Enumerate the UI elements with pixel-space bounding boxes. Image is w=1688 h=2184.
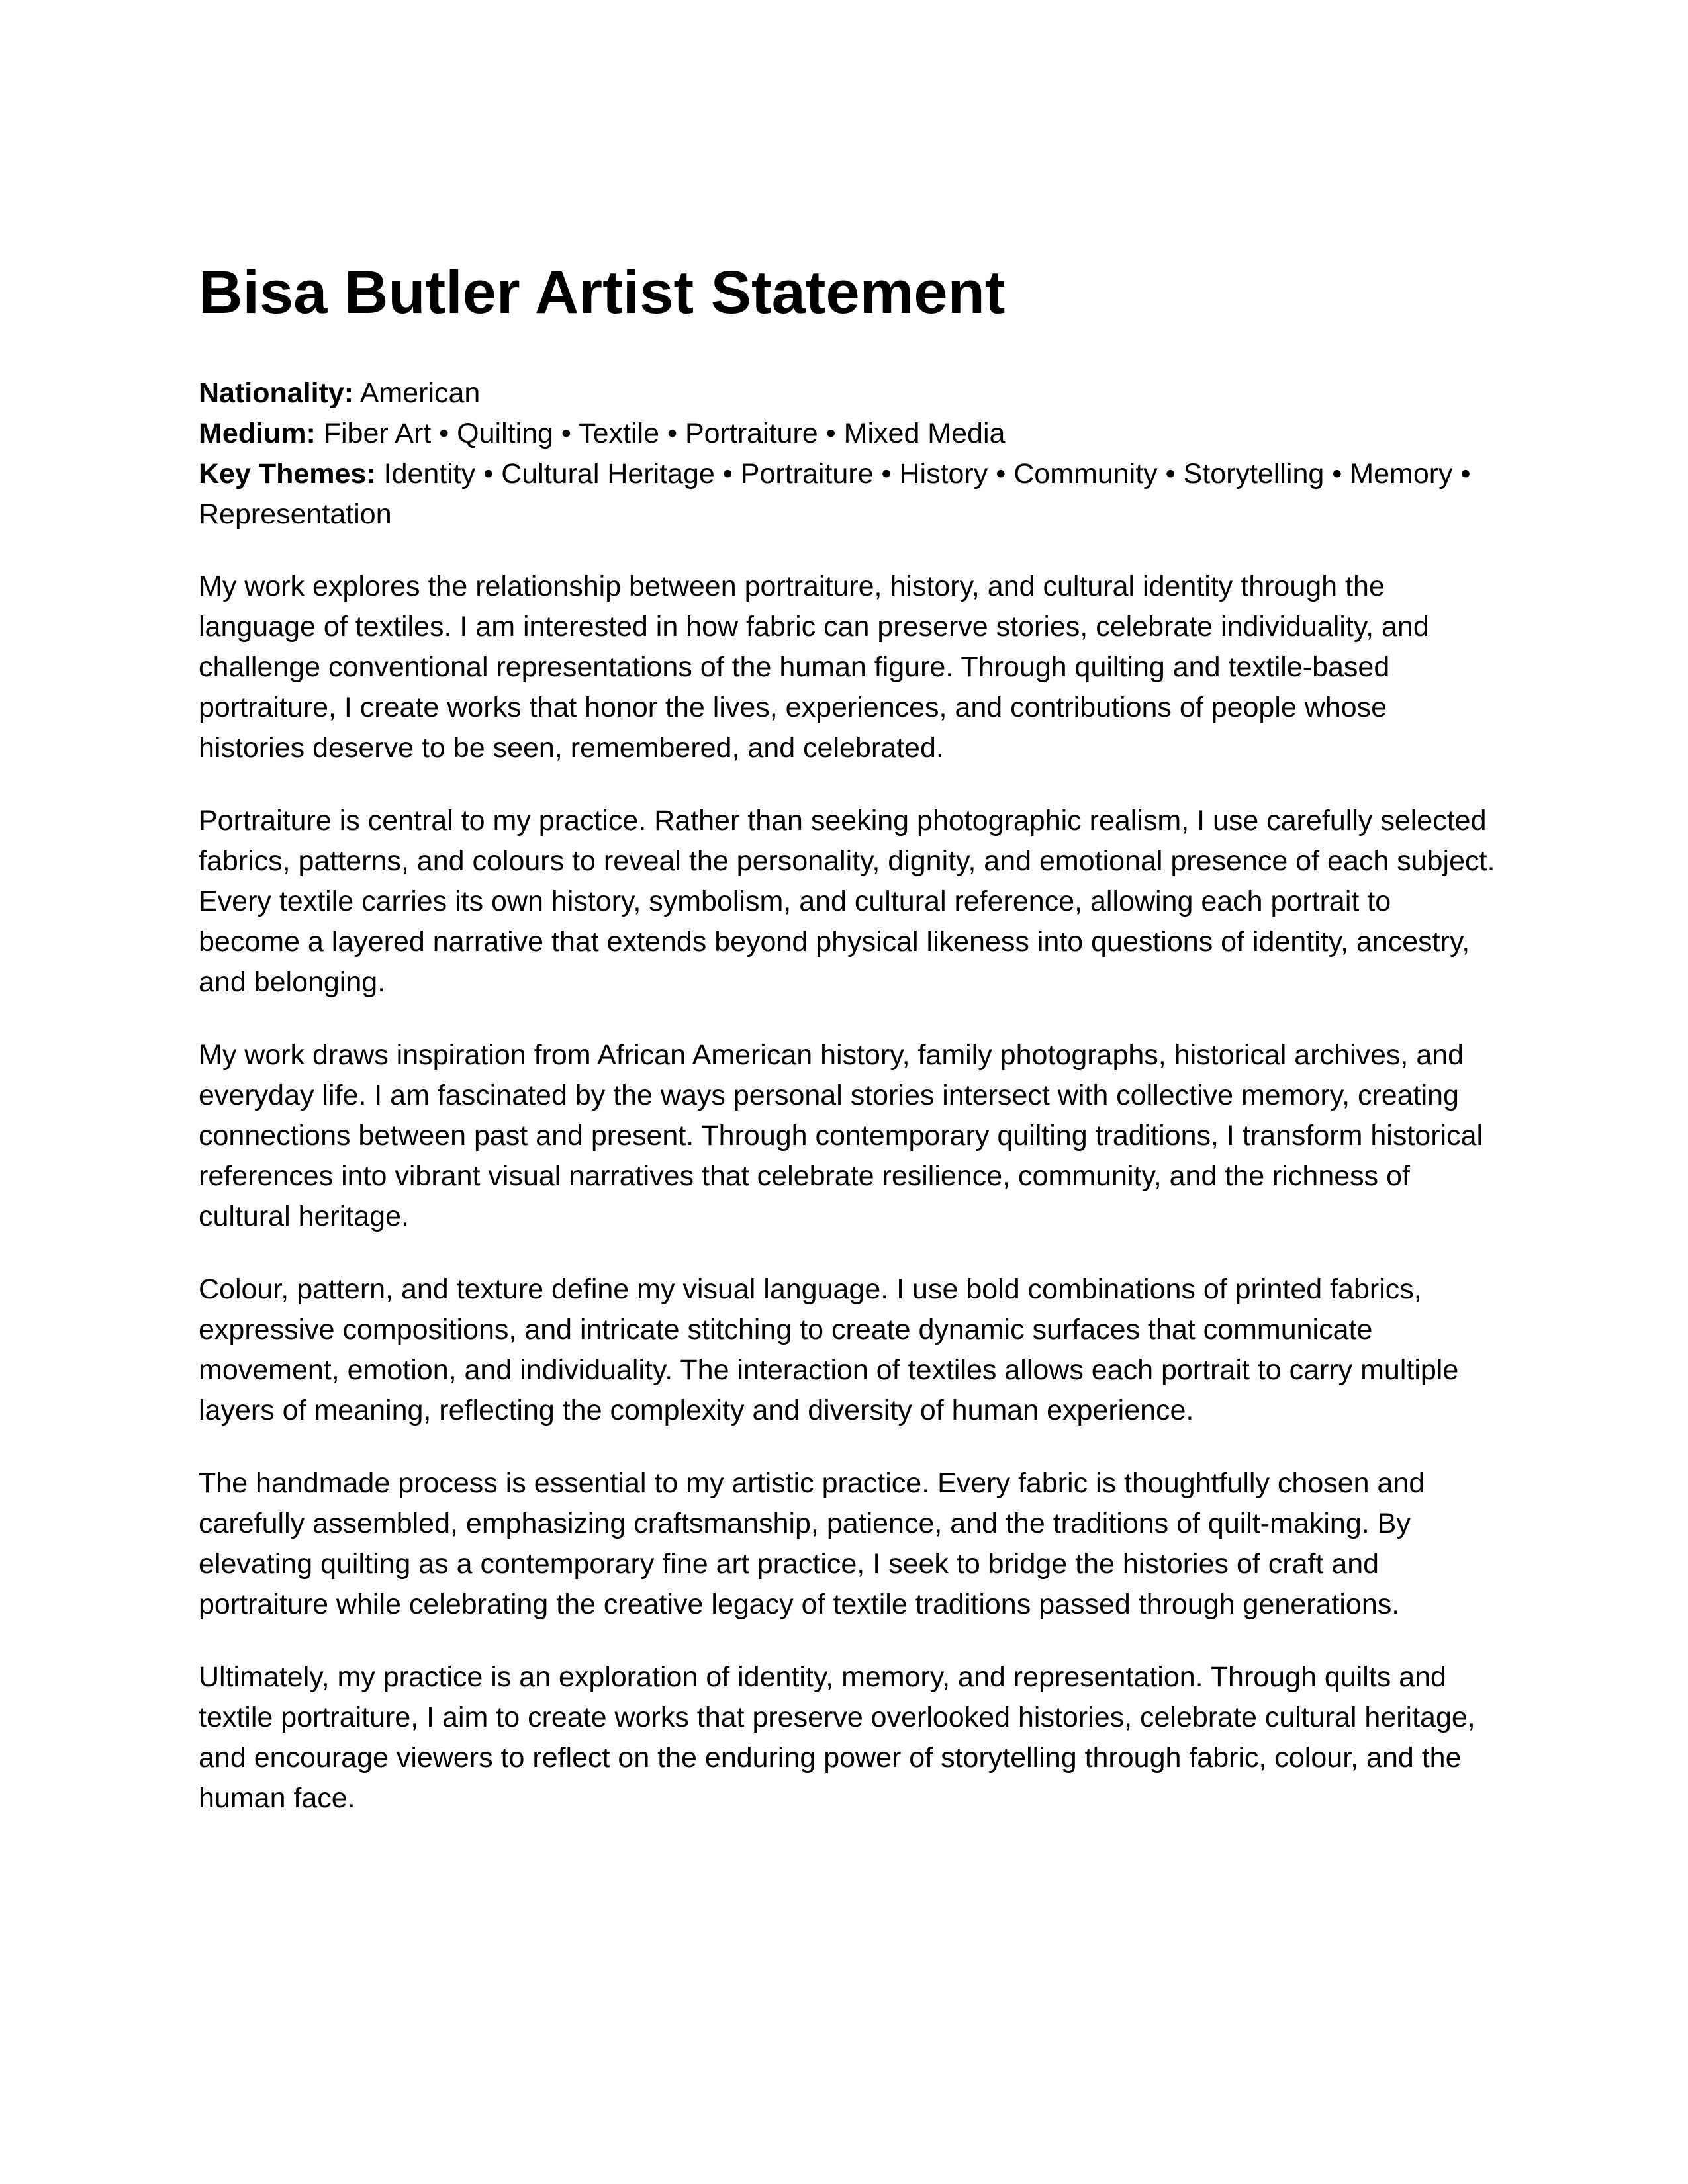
meta-key: Nationality: — [199, 377, 354, 409]
meta-value: Fiber Art • Quilting • Textile • Portraiture • Mixed Media — [315, 417, 1006, 449]
meta-value: American — [353, 377, 481, 409]
paragraph: My work explores the relationship between portraiture, history, and cultural identity through the language of textiles. I am interested in how fabric can preserve stories, celebrate individuality, and challenge conventional representations of the human figure. Through quilting and textile-based portraiture, I create works that honor the lives, experiences, and contributions of people whose histories deserve to be seen, remembered, and celebrated. — [199, 570, 1429, 764]
meta-nationality — [199, 373, 1496, 414]
meta-key-themes — [199, 454, 1496, 535]
paragraph: Portraiture is central to my practice. Rather than seeking photographic realism, I use carefully selected fabrics, patterns, and colours to reveal the personality, dignity, and emotional presence of each subject. Every textile carries its own history, symbolism, and cultural reference, allowing each portrait to become a layered narrative that extends beyond physical likeness into questions of identity, ancestry, and belonging. — [199, 804, 1495, 998]
document-title: Bisa Butler Artist Statement — [199, 259, 1006, 326]
metadata-block — [199, 373, 1496, 535]
paragraph: Ultimately, my practice is an exploration of identity, memory, and representation. Through quilts and textile portraiture, I aim to create works that preserve overlooked histories, celebrate cultural heritage, and encourage viewers to reflect on the enduring power of storytelling through fabric, colour, and the human face. — [199, 1661, 1476, 1814]
document-page — [199, 258, 1496, 1851]
meta-key: Key Themes: — [199, 457, 376, 490]
paragraph: The handmade process is essential to my artistic practice. Every fabric is thoughtfully chosen and carefully assembled, emphasizing craftsmanship, patience, and the traditions of quilt-making. By elevating quilting as a contemporary fine art practice, I seek to bridge the histories of craft and portraiture while celebrating the creative legacy of textile traditions passed through generations. — [199, 1467, 1425, 1620]
statement-body — [199, 567, 1496, 1819]
meta-key: Medium: — [199, 417, 316, 449]
paragraph: My work draws inspiration from African American history, family photographs, historical archives, and everyday life. I am fascinated by the ways personal stories intersect with collective memory, creating connections between past and present. Through contemporary quilting traditions, I transform historical references into vibrant visual narratives that celebrate resilience, community, and the richness of cultural heritage. — [199, 1038, 1483, 1232]
paragraph: Colour, pattern, and texture define my visual language. I use bold combinations of printed fabrics, expressive compositions, and intricate stitching to create dynamic surfaces that communicate movement, emotion, and individuality. The interaction of textiles allows each portrait to carry multiple layers of meaning, reflecting the complexity and diversity of human experience. — [199, 1273, 1459, 1426]
meta-value: Identity • Cultural Heritage • Portraiture • History • Community • Storytelling • Memory • Representation — [199, 457, 1471, 530]
meta-medium — [199, 414, 1496, 454]
